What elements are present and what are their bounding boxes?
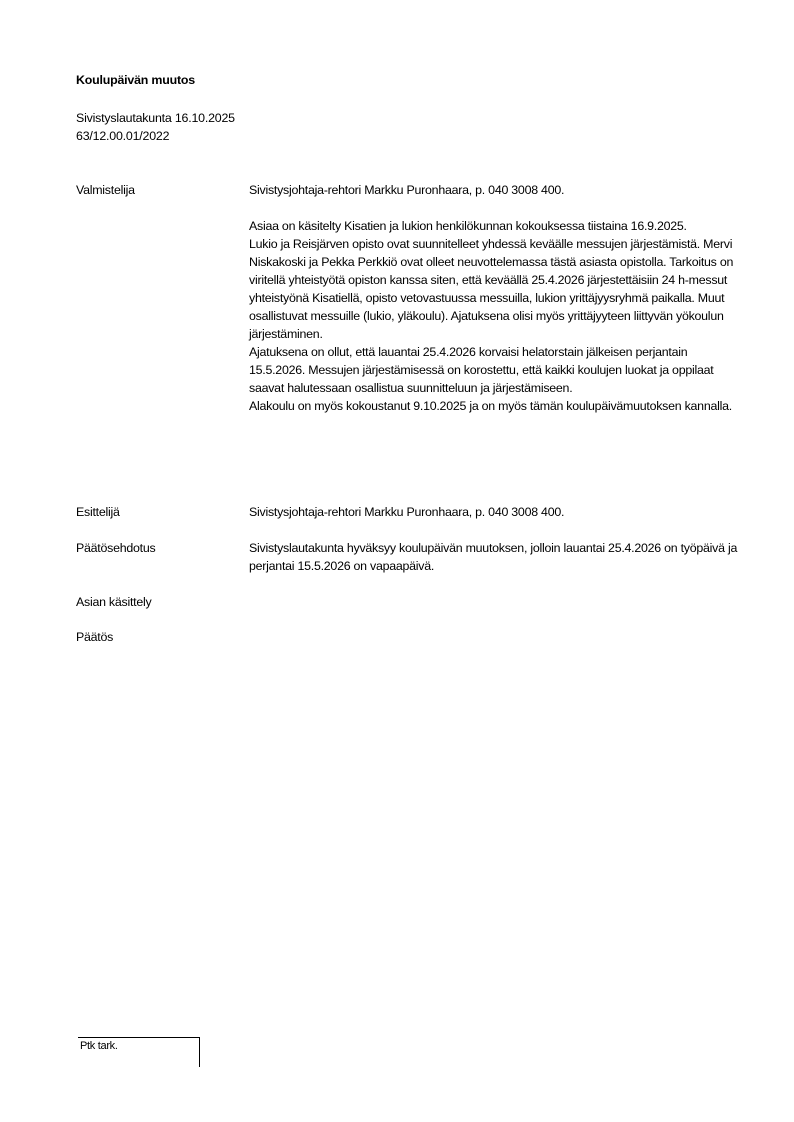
section-label: Asian käsittely bbox=[76, 595, 152, 609]
paragraph: Lukio ja Reisjärven opisto ovat suunnitelleet yhdessä keväälle messujen järjestämistä. Mervi Niskakoski ja Pekka Perkkiö ovat olleet neuvottelemassa tästä asiasta opistolla. Tarkoitus on viritellä yhteistyötä opiston kanssa siten, että keväällä 25.4.2026 järjestettäisiin 24 h-messut yhteistyönä Kisatiellä, opisto vetovastuussa messuilla, lukion yrittäjyysryhmä paikalla. Muut osallistuvat messuille (lukio, yläkoulu). Ajatuksena olisi myös yrittäjyyteen liittyvän yökoulun järjestäminen. bbox=[249, 237, 734, 341]
section-label: Valmistelija bbox=[76, 183, 135, 197]
section-content bbox=[249, 539, 744, 575]
paragraph: Alakoulu on myös kokoustanut 9.10.2025 ja on myös tämän koulupäivämuutoksen kannalla. bbox=[249, 399, 732, 413]
paragraph: Asiaa on käsitelty Kisatien ja lukion henkilökunnan kokouksessa tiistaina 16.9.2025. bbox=[249, 219, 687, 233]
section-label: Esittelijä bbox=[76, 505, 120, 519]
minutes-check-label: Ptk tark. bbox=[80, 1040, 118, 1052]
section-content bbox=[249, 181, 744, 415]
proposal-text: Sivistyslautakunta hyväksyy koulupäivän muutoksen, jolloin lauantai 25.4.2026 on työpäivä ja perjantai 15.5.2026 on vapaapäivä. bbox=[249, 541, 738, 573]
meeting-line: Sivistyslautakunta 16.10.2025 bbox=[76, 111, 235, 125]
section-content bbox=[249, 503, 744, 521]
preparer-text: Sivistysjohtaja-rehtori Markku Puronhaara, p. 040 3008 400. bbox=[249, 183, 565, 197]
section-label: Päätösehdotus bbox=[76, 541, 156, 555]
presenter-text: Sivistysjohtaja-rehtori Markku Puronhaara, p. 040 3008 400. bbox=[249, 505, 565, 519]
document-title: Koulupäivän muutos bbox=[76, 73, 195, 87]
reference-number: 63/12.00.01/2022 bbox=[76, 129, 170, 143]
minutes-check-box bbox=[78, 1037, 200, 1067]
section-label: Päätös bbox=[76, 630, 114, 644]
paragraph: Ajatuksena on ollut, että lauantai 25.4.2026 korvaisi helatorstain jälkeisen perjantain 15.5.2026. Messujen järjestämisessä on korostettu, että kaikki koulujen luokat ja oppilaat saavat halutessaan osallistua suunnitteluun ja järjestämiseen. bbox=[249, 345, 714, 395]
document-meta bbox=[76, 109, 235, 145]
